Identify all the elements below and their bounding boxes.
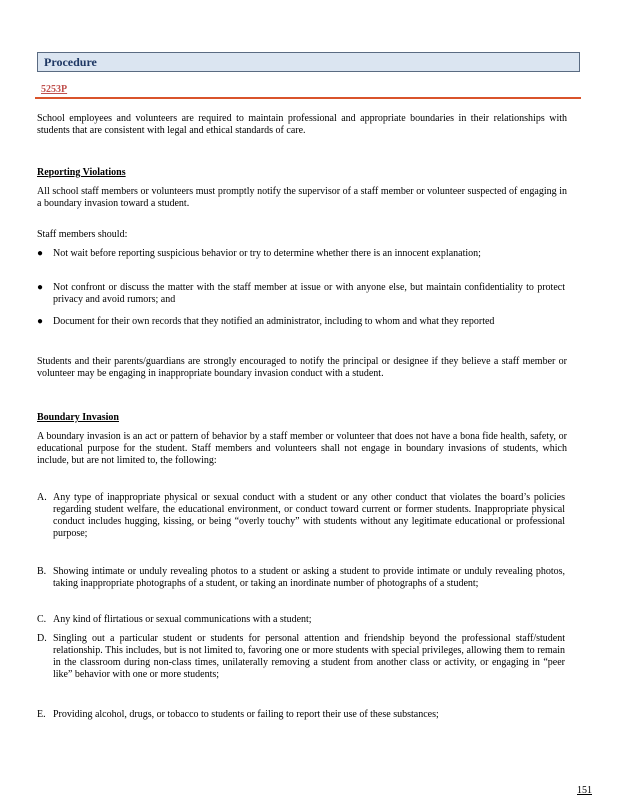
bullet-text: Not wait before reporting suspicious behavior or try to determine whether there is an innocent explanation;	[53, 248, 481, 259]
policy-code: 5253P	[41, 84, 68, 95]
item-letter: C.	[37, 614, 47, 625]
bullet-dot: ●	[37, 248, 44, 259]
item-text: Singling out a particular student or students for personal attention and friendship beyond the professional staff/student relationship. This includes, but is not limited to, favoring one or more students with special privileges, allowing them to remain in the classroom during non-class times, unilaterally removing a student from another class or activity, or engaging in “peer like” behavior with one or more students;	[53, 633, 565, 680]
bullet-dot: ●	[37, 282, 44, 293]
reporting-paragraph: All school staff members or volunteers must promptly notify the supervisor of a staff member or volunteer suspected of engaging in a boundary invasion toward a student.	[37, 186, 567, 209]
boundary-heading: Boundary Invasion	[37, 412, 119, 423]
reporting-closing: Students and their parents/guardians are strongly encouraged to notify the principal or designee if they believe a staff member or volunteer may be engaging in inappropriate boundary invasion conduct with a student.	[37, 356, 567, 379]
reporting-heading: Reporting Violations	[37, 167, 126, 178]
item-letter: B.	[37, 566, 47, 577]
bullet-dot: ●	[37, 316, 44, 327]
staff-should-lead: Staff members should:	[37, 229, 128, 240]
intro-paragraph: School employees and volunteers are required to maintain professional and appropriate boundaries in their relationships with students that are consistent with legal and ethical standards of care.	[37, 113, 567, 136]
header-divider	[35, 97, 581, 99]
item-letter: D.	[37, 633, 47, 644]
procedure-header-box	[37, 52, 580, 72]
page-number: 151	[577, 785, 592, 796]
procedure-title: Procedure	[44, 55, 97, 69]
item-text: Any kind of flirtatious or sexual communications with a student;	[53, 614, 312, 625]
bullet-text: Document for their own records that they notified an administrator, including to whom and what they reported	[53, 316, 495, 327]
item-letter: E.	[37, 709, 46, 720]
item-text: Showing intimate or unduly revealing photos to a student or asking a student to provide intimate or unduly revealing photos, taking inappropriate photographs of a student, or taking an inordinate number of photographs of a student;	[53, 566, 565, 589]
boundary-paragraph: A boundary invasion is an act or pattern of behavior by a staff member or volunteer that does not have a bona fide health, safety, or educational purpose for the student. Staff members and volunteers shall not engage in boundary invasions of students, which include, but are not limited to, the following:	[37, 431, 567, 466]
item-text: Any type of inappropriate physical or sexual conduct with a student or any other conduct that violates the board’s policies regarding student welfare, the educational environment, or conduct toward current or former students. Inappropriate physical conduct includes hugging, kissing, or being “overly touchy” with students without any legitimate educational or professional purpose;	[53, 492, 565, 539]
item-letter: A.	[37, 492, 47, 503]
bullet-text: Not confront or discuss the matter with the staff member at issue or with anyone else, but maintain confidentiality to protect privacy and avoid rumors; and	[53, 282, 565, 305]
item-text: Providing alcohol, drugs, or tobacco to students or failing to report their use of these substances;	[53, 709, 439, 720]
